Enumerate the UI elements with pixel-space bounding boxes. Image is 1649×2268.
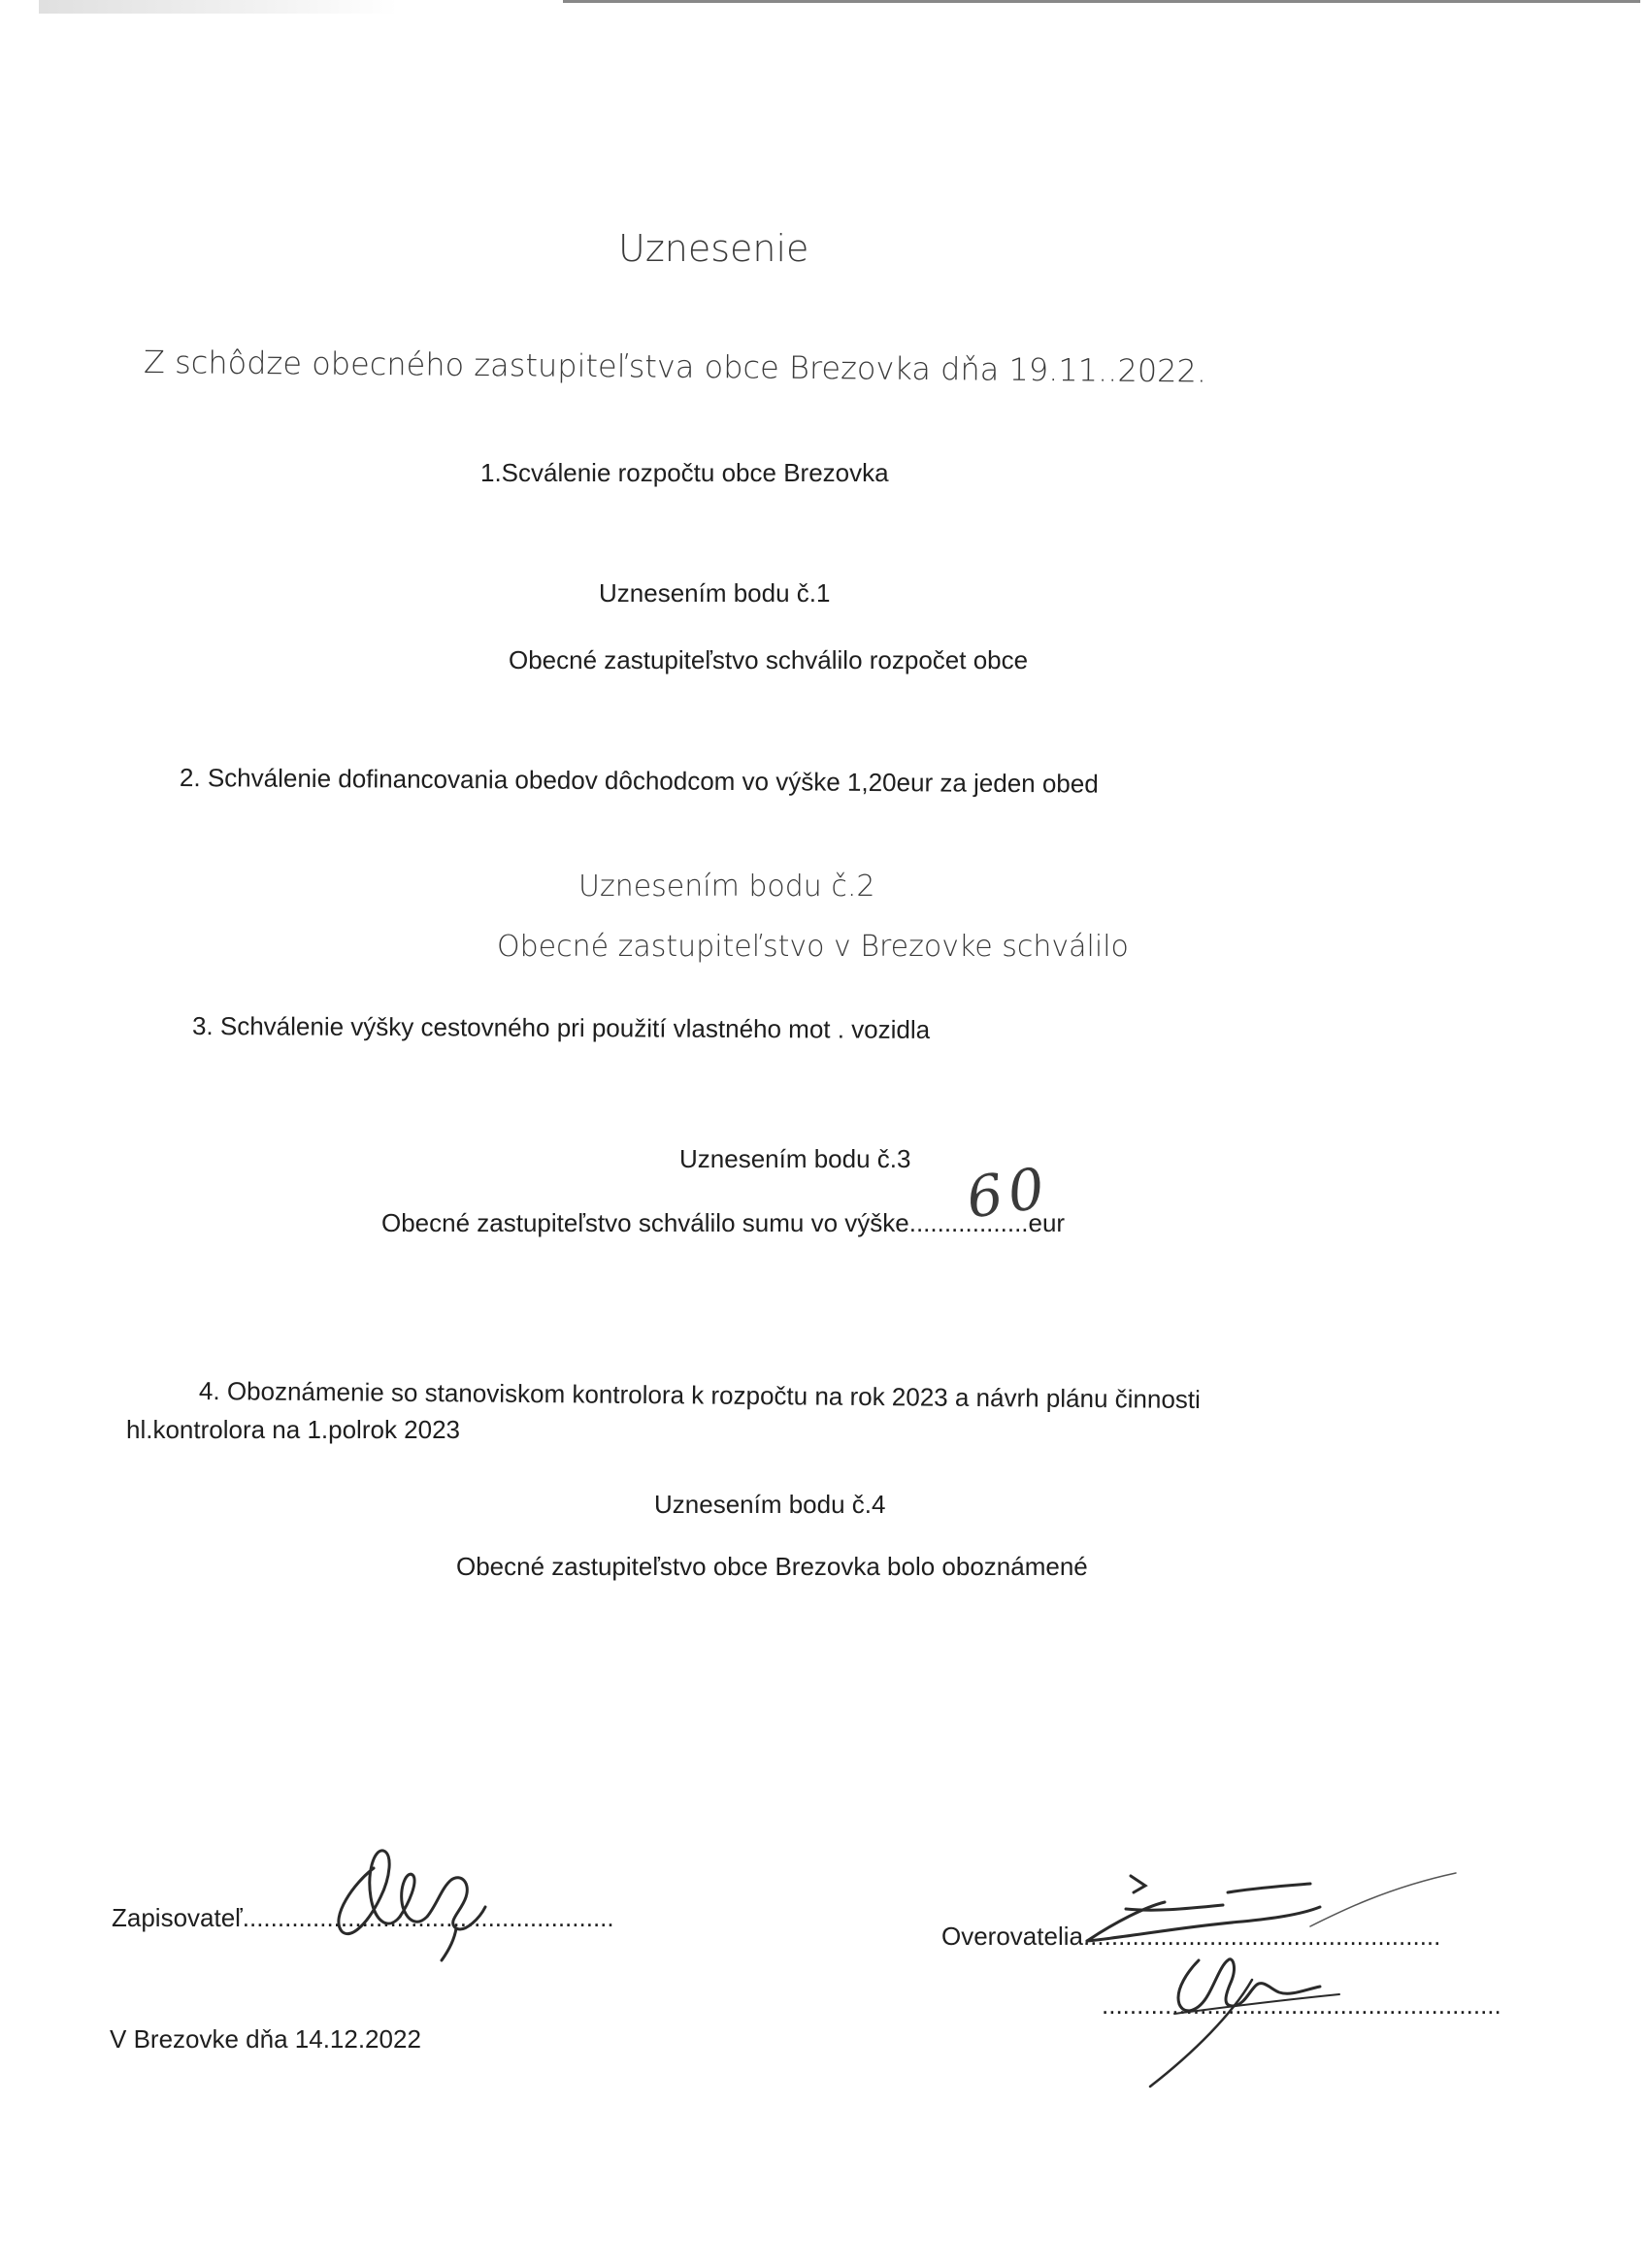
- item-2-resolution-text: Obecné zastupiteľstvo v Brezovke schválilo: [497, 930, 1129, 964]
- verifiers-line: Overovatelia...................................................: [941, 1922, 1441, 1951]
- item-4-resolution-label: Uznesením bodu č.4: [654, 1490, 886, 1519]
- recorder-line: Zapisovateľ.....................................................: [112, 1903, 614, 1932]
- item-4-heading-line1: 4. Oboznámenie so stanoviskom kontrolora k rozpočtu na rok 2023 a návrh plánu činnosti: [198, 1376, 1202, 1415]
- verifiers-line-2: .........................................................: [1102, 1990, 1501, 2020]
- item-2-resolution-label: Uznesením bodu č.2: [578, 870, 875, 904]
- item-1-resolution-label: Uznesením bodu č.1: [599, 578, 831, 608]
- verifier-signature-1: [1019, 1868, 1466, 1965]
- handwritten-amount: 60: [962, 1154, 1055, 1232]
- item-1-heading: 1.Scválenie rozpočtu obce Brezovka: [480, 458, 889, 487]
- scan-smudge: [39, 0, 398, 14]
- item-3-resolution-label: Uznesením bodu č.3: [679, 1144, 911, 1173]
- item-3-resolution-text: Obecné zastupiteľstvo schválilo sumu vo výške.................eur: [381, 1208, 1066, 1237]
- place-date: V Brezovke dňa 14.12.2022: [110, 2024, 421, 2054]
- item-4-resolution-text: Obecné zastupiteľstvo obce Brezovka bolo oboznámené: [456, 1552, 1088, 1581]
- item-4-heading-line2: hl.kontrolora na 1.polrok 2023: [126, 1415, 461, 1444]
- item-2-heading: 2. Schválenie dofinancovania obedov dôchodcom vo výške 1,20eur za jeden obed: [179, 763, 1099, 799]
- item-3-heading: 3. Schválenie výšky cestovného pri použití vlastného mot . vozidla: [191, 1011, 931, 1044]
- document-title: Uznesenie: [618, 227, 809, 270]
- item-1-resolution-text: Obecné zastupiteľstvo schválilo rozpočet obce: [509, 645, 1029, 674]
- recorder-signature: [320, 1839, 514, 1965]
- scan-edge-line: [563, 0, 1640, 3]
- document-intro: Z schôdze obecného zastupiteľstva obce Brezovka dňa 19.11..2022.: [143, 344, 1207, 390]
